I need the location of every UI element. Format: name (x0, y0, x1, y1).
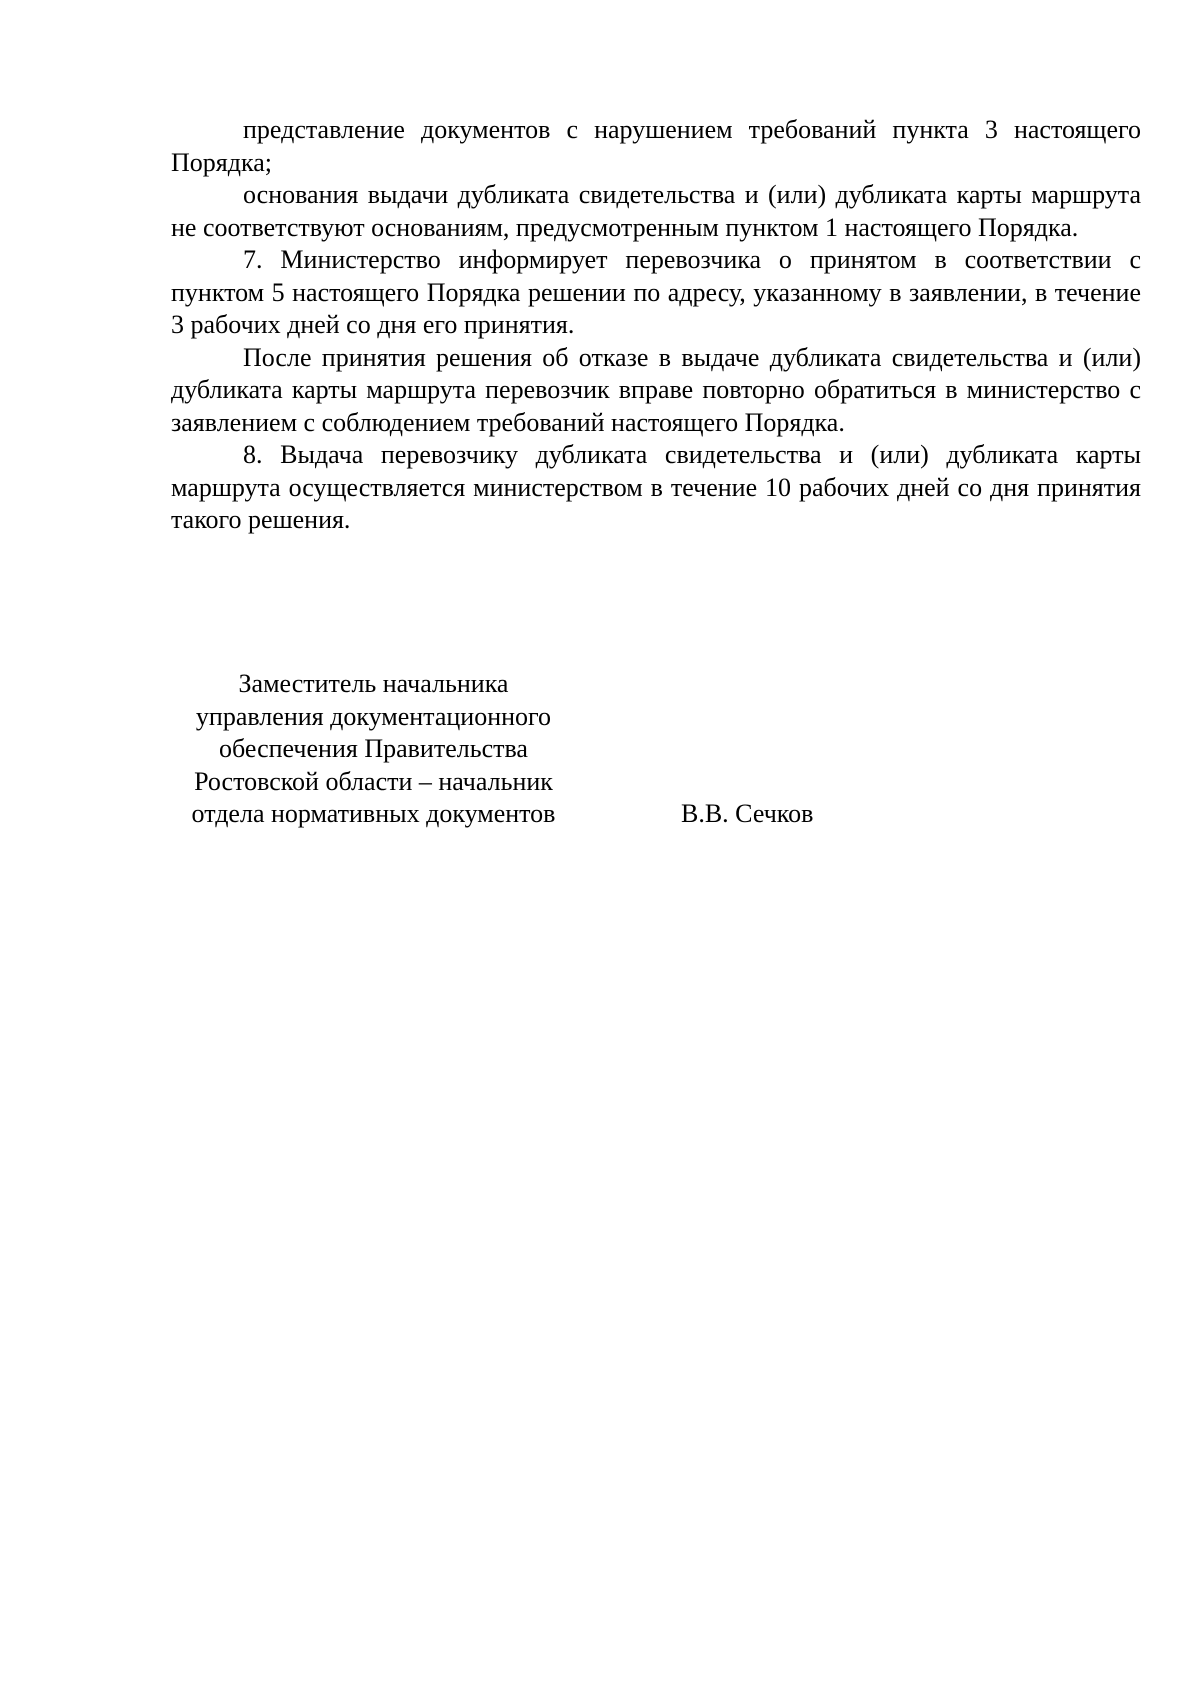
paragraph-grounds-mismatch: основания выдачи дубликата свидетельства и (или) дубликата карты маршрута не соответствуют основаниям, предусмотренным пунктом 1 настоящего Порядка. (171, 180, 1141, 242)
document-body (171, 114, 1141, 537)
signatory-name: В.В. Сечков (681, 799, 814, 828)
signatory-position-line: Заместитель начальника (238, 669, 509, 698)
paragraph-documents-violation: представление документов с нарушением требований пункта 3 настоящего Порядка; (171, 115, 1141, 177)
paragraph-repeat-application: После принятия решения об отказе в выдаче дубликата свидетельства и (или) дубликата карты маршрута перевозчик вправе повторно обратиться в министерство с заявлением с соблюдением требований настоящего Порядка. (171, 342, 1141, 437)
paragraph-item-7: 7. Министерство информирует перевозчика о принятом в соответствии с пунктом 5 настоящего Порядка решении по адресу, указанному в заявлении, в течение 3 рабочих дней со дня его принятия. (171, 245, 1141, 339)
signatory-position-line: управления документационного (195, 701, 552, 731)
paragraph-item-8: 8. Выдача перевозчику дубликата свидетельства и (или) дубликата карты маршрута осуществляется министерством в течение 10 рабочих дней со дня принятия такого решения. (171, 440, 1141, 534)
signatory-position-line: Ростовской области – начальник (194, 766, 553, 796)
signatory-position-line: отдела нормативных документов (191, 799, 556, 828)
signatory-position (171, 668, 576, 831)
signatory-position-line: обеспечения Правительства (219, 734, 528, 763)
